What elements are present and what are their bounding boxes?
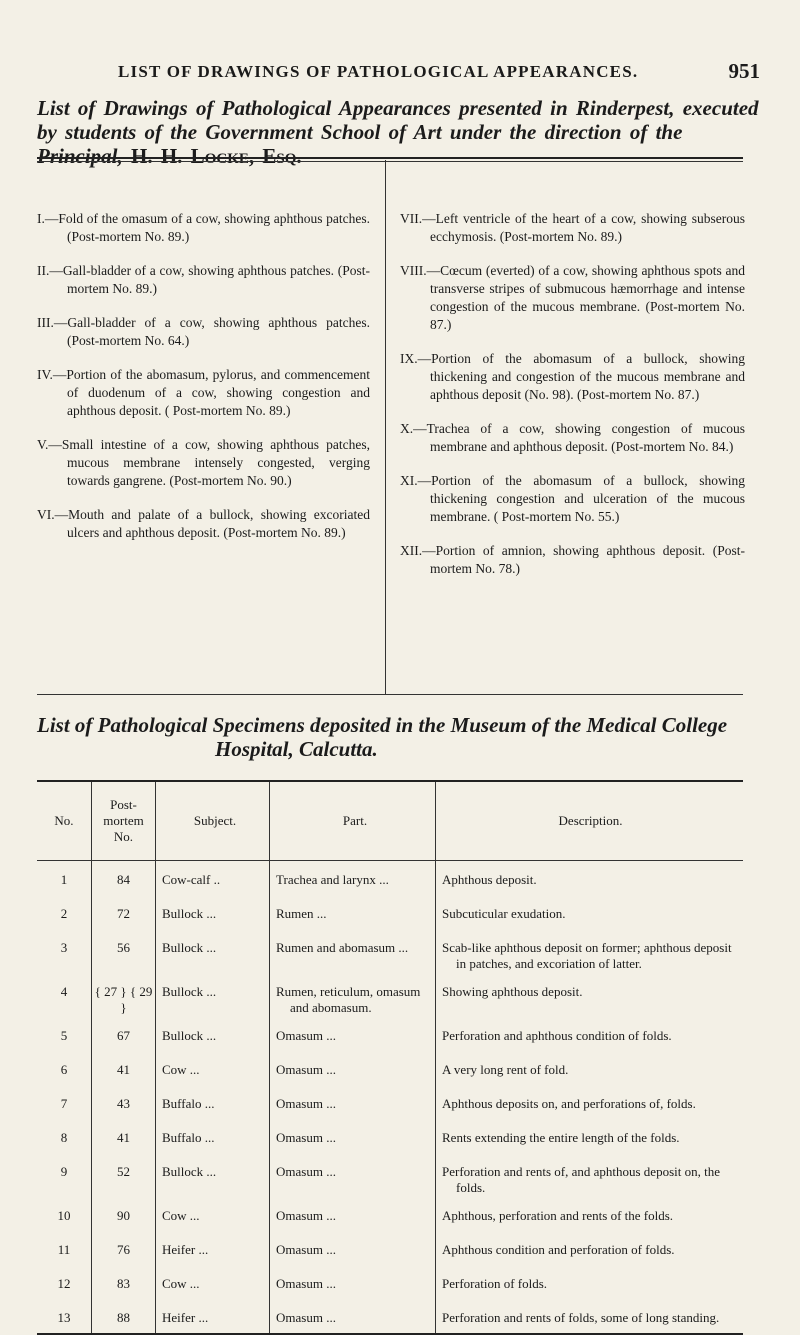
table-row [37,1119,743,1153]
header-post-mortem: Post-mortem No. [92,781,156,861]
cell-part [270,1265,436,1299]
cell-part-text: Omasum ... [276,1276,336,1291]
cell-post-mortem [92,1231,156,1265]
cell-post-mortem-text: 41 [117,1062,130,1077]
drawing-item: IV.—Portion of the abomasum, pylorus, and commencement of duodenum of a cow, showing congestion and aphthous deposit. ( Post-mortem No. 89.) [37,366,370,418]
cell-description-text: Aphthous deposits on, and perforations of, folds. [442,1096,696,1111]
cell-post-mortem [92,1265,156,1299]
cell-subject-text: Cow ... [162,1062,200,1077]
drawings-heading-text: List of Drawings of Pathological Appearances presented in Rinderpest, executed by students of the Government School of Art under the direction of the Principal, [37,96,759,168]
cell-part [270,1051,436,1085]
table-row [37,1085,743,1119]
cell-description [436,1231,744,1265]
cell-part [270,973,436,1017]
cell-no [37,1085,92,1119]
cell-no-text: 1 [60,872,68,887]
cell-subject-text: Bullock ... [162,984,217,999]
cell-no-text: 6 [60,1062,68,1077]
page-number: 951 [728,59,760,83]
drawing-item: VIII.—Cœcum (everted) of a cow, showing aphthous spots and transverse stripes of submucous hæmorrhage and intense congestion of the mucous membrane. (Post-mortem No. 87.) [400,262,745,332]
cell-description [436,1265,744,1299]
header-part: Part. [270,781,436,861]
cell-subject [156,1197,270,1231]
drawing-item: VII.—Left ventricle of the heart of a cow, showing subserous ecchymosis. (Post-mortem No. 89.) [400,210,745,244]
drawing-item: IX.—Portion of the abomasum of a bullock, showing thickening and congestion of the mucous membrane and aphthous deposit (No. 98). (Post-mortem No. 87.) [400,350,745,402]
cell-no [37,1299,92,1334]
top-rule [37,157,743,159]
cell-part [270,1153,436,1197]
cell-description-text: Showing aphthous deposit. [442,984,583,999]
cell-description [436,973,744,1017]
drawings-bottom-rule [37,694,743,695]
cell-part-text: Rumen ... [276,906,327,921]
cell-no-text: 10 [57,1208,71,1223]
cell-description [436,929,744,973]
cell-part-text: Omasum ... [276,1096,336,1111]
drawing-item: III.—Gall-bladder of a cow, showing aphthous patches. (Post-mortem No. 64.) [37,314,370,348]
cell-post-mortem-text: 41 [117,1130,130,1145]
table-row [37,1153,743,1197]
cell-subject-text: Cow-calf .. [162,872,221,887]
cell-post-mortem [92,1085,156,1119]
cell-part [270,929,436,973]
cell-no-text: 12 [57,1276,71,1291]
cell-part-text: Omasum ... [276,1130,336,1145]
cell-no [37,1017,92,1051]
cell-part-text: Omasum ... [276,1164,336,1179]
cell-post-mortem [92,929,156,973]
cell-post-mortem [92,973,156,1017]
specimens-heading-line1: List of Pathological Specimens deposited in the Museum of the Medical College [37,713,728,737]
drawing-item: V.—Small intestine of a cow, showing aphthous patches, mucous membrane intensely congested, verging towards gangrene. (Post-mortem No. 90.) [37,436,370,488]
header-description: Description. [436,781,744,861]
cell-post-mortem [92,1051,156,1085]
cell-no [37,1231,92,1265]
drawing-item: XII.—Portion of amnion, showing aphthous deposit. (Post-mortem No. 78.) [400,542,745,576]
table-row [37,1197,743,1231]
table-row [37,1231,743,1265]
cell-subject-text: Bullock ... [162,1028,217,1043]
header-no: No. [37,781,92,861]
table-header-row [37,781,743,861]
cell-no-text: 9 [60,1164,68,1179]
running-title: LIST OF DRAWINGS OF PATHOLOGICAL APPEARANCES. [118,62,639,81]
cell-post-mortem-text: 72 [117,906,130,921]
cell-post-mortem [92,1153,156,1197]
drawing-item: I.—Fold of the omasum of a cow, showing aphthous patches. (Post-mortem No. 89.) [37,210,370,244]
table-row [37,1051,743,1085]
cell-post-mortem-text: 67 [117,1028,130,1043]
cell-part [270,861,436,896]
cell-description [436,1197,744,1231]
cell-subject [156,895,270,929]
cell-part-text: Omasum ... [276,1028,336,1043]
cell-post-mortem-text: 83 [117,1276,130,1291]
cell-post-mortem-text: 88 [117,1310,130,1325]
table-row [37,1265,743,1299]
cell-subject [156,1231,270,1265]
cell-description-text: Perforation of folds. [442,1276,548,1291]
cell-part-text: Trachea and larynx ... [276,872,389,887]
cell-description-text: Aphthous deposit. [442,872,537,887]
cell-subject [156,929,270,973]
cell-subject [156,1085,270,1119]
cell-description-text: A very long rent of fold. [442,1062,569,1077]
cell-description-text: Aphthous condition and perforation of folds. [442,1242,675,1257]
cell-part-text: Rumen and abomasum ... [276,940,409,955]
drawings-right-column [400,196,745,594]
cell-no [37,861,92,896]
cell-post-mortem-text: 52 [117,1164,130,1179]
table-row [37,1299,743,1334]
cell-part [270,1119,436,1153]
cell-no [37,1153,92,1197]
cell-no-text: 3 [60,940,68,955]
cell-description-text: Subcuticular exudation. [442,906,566,921]
column-divider [385,160,386,695]
cell-subject [156,1265,270,1299]
cell-no [37,1197,92,1231]
drawings-left-column [37,196,370,558]
cell-no [37,1051,92,1085]
table-row [37,973,743,1017]
cell-subject-text: Heifer ... [162,1242,209,1257]
drawing-item: VI.—Mouth and palate of a bullock, showing excoriated ulcers and aphthous deposit. (Post-mortem No. 89.) [37,506,370,540]
cell-description [436,861,744,896]
cell-no-text: 13 [57,1310,71,1325]
cell-no-text: 5 [60,1028,68,1043]
cell-description [436,895,744,929]
cell-no [37,1119,92,1153]
cell-description [436,1051,744,1085]
cell-post-mortem [92,1017,156,1051]
table-row [37,1017,743,1051]
cell-subject-text: Buffalo ... [162,1130,215,1145]
cell-no-text: 2 [60,906,68,921]
drawing-item: XI.—Portion of the abomasum of a bullock, showing thickening congestion and ulceration of the mucous membrane. ( Post-mortem No. 55.) [400,472,745,524]
cell-post-mortem [92,1299,156,1334]
cell-subject [156,973,270,1017]
cell-description-text: Aphthous, perforation and rents of the folds. [442,1208,674,1223]
cell-description [436,1017,744,1051]
cell-post-mortem [92,1197,156,1231]
cell-no [37,895,92,929]
cell-part [270,895,436,929]
running-head [0,59,800,86]
cell-no [37,1265,92,1299]
cell-no-text: 8 [60,1130,68,1145]
drawing-item: X.—Trachea of a cow, showing congestion of mucous membrane and aphthous deposit. (Post-mortem No. 84.) [400,420,745,454]
cell-post-mortem-text: 56 [117,940,130,955]
table-row [37,929,743,973]
cell-subject [156,861,270,896]
specimens-heading-line2: Hospital, Calcutta. [215,737,378,761]
cell-subject-text: Heifer ... [162,1310,209,1325]
cell-subject [156,1051,270,1085]
cell-subject-text: Buffalo ... [162,1096,215,1111]
cell-part-text: Omasum ... [276,1062,336,1077]
cell-part [270,1231,436,1265]
table-body [37,861,743,1335]
cell-description [436,1085,744,1119]
cell-part-text: Omasum ... [276,1310,336,1325]
cell-no-text: 4 [60,984,68,999]
cell-subject-text: Cow ... [162,1208,200,1223]
specimens-heading [37,713,767,761]
cell-post-mortem-text: 90 [117,1208,130,1223]
cell-subject-text: Bullock ... [162,906,217,921]
cell-part-text: Omasum ... [276,1242,336,1257]
cell-part-text: Omasum ... [276,1208,336,1223]
cell-subject [156,1017,270,1051]
cell-subject-text: Bullock ... [162,940,217,955]
top-rule-thin [37,161,743,162]
cell-subject-text: Bullock ... [162,1164,217,1179]
cell-no [37,929,92,973]
cell-part [270,1085,436,1119]
specimens-table [37,780,743,1335]
header-subject: Subject. [156,781,270,861]
cell-post-mortem [92,895,156,929]
cell-no [37,973,92,1017]
cell-description [436,1153,744,1197]
cell-part-text: Rumen, reticulum, omasum and abomasum. [276,984,421,1015]
cell-description [436,1119,744,1153]
cell-subject-text: Cow ... [162,1276,200,1291]
cell-post-mortem-text: 76 [117,1242,130,1257]
cell-description-text: Rents extending the entire length of the folds. [442,1130,680,1145]
cell-post-mortem [92,1119,156,1153]
cell-post-mortem-text: 84 [117,872,130,887]
cell-subject [156,1153,270,1197]
table-row [37,895,743,929]
cell-description [436,1299,744,1334]
table-row [37,861,743,896]
cell-description-text: Perforation and rents of, and aphthous deposit on, the folds. [442,1164,720,1195]
cell-subject [156,1119,270,1153]
drawing-item: II.—Gall-bladder of a cow, showing aphthous patches. (Post-mortem No. 89.) [37,262,370,296]
cell-description-text: Scab-like aphthous deposit on former; aphthous deposit in patches, and excoriation of latter. [442,940,732,971]
cell-post-mortem-text: 43 [117,1096,130,1111]
cell-subject [156,1299,270,1334]
cell-post-mortem-text: { 27 } { 29 } [94,984,153,1015]
drawings-heading-name: H. H. Locke, Esq. [131,144,302,168]
cell-description-text: Perforation and aphthous condition of folds. [442,1028,672,1043]
cell-no-text: 11 [57,1242,71,1257]
cell-part [270,1197,436,1231]
cell-description-text: Perforation and rents of folds, some of long standing. [442,1310,720,1325]
cell-post-mortem [92,861,156,896]
cell-no-text: 7 [60,1096,68,1111]
cell-part [270,1017,436,1051]
cell-part [270,1299,436,1334]
